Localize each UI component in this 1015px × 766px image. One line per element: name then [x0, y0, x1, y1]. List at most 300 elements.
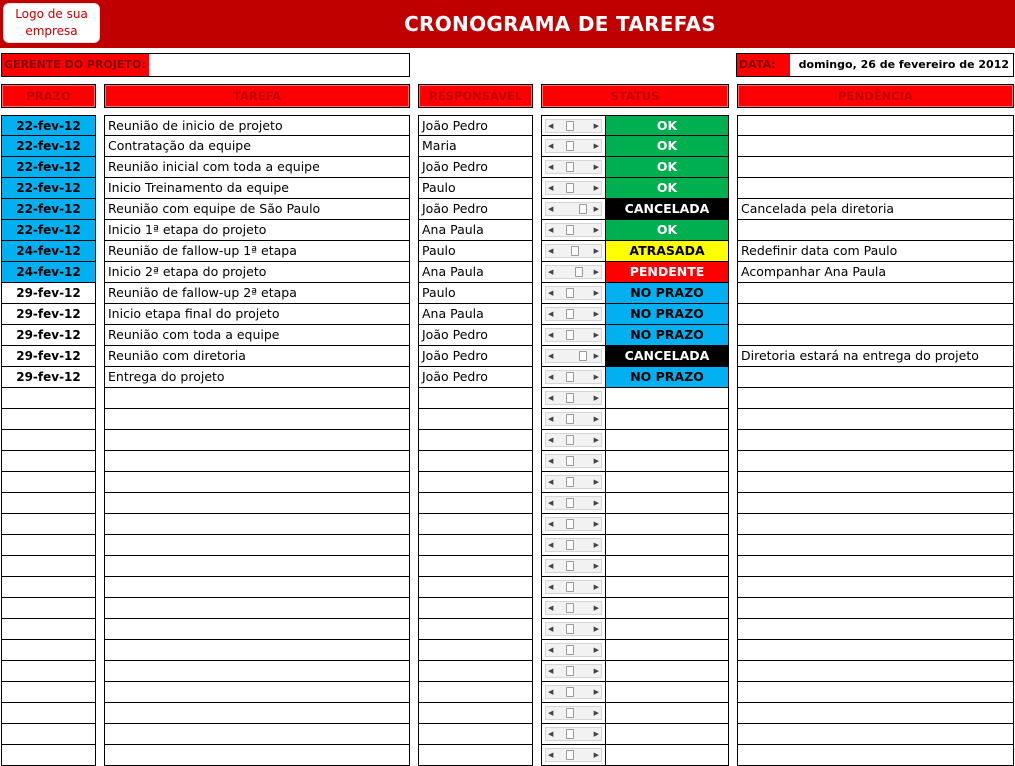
tarefa-cell[interactable] [104, 535, 410, 556]
scroll-right-arrow-icon[interactable]: ▶ [593, 667, 599, 675]
status-scrollbar[interactable] [545, 727, 602, 741]
responsavel-cell[interactable] [418, 409, 533, 430]
status-scrollbar[interactable] [545, 265, 602, 279]
pendencia-cell[interactable] [737, 640, 1014, 661]
scroll-right-arrow-icon[interactable]: ▶ [593, 520, 599, 528]
tarefa-cell[interactable] [104, 430, 410, 451]
status-cell [605, 430, 729, 451]
prazo-cell[interactable] [1, 409, 96, 430]
scroll-thumb[interactable] [566, 687, 574, 697]
scroll-thumb[interactable] [566, 708, 574, 718]
pendencia-cell[interactable] [737, 682, 1014, 703]
status-scrollbar-cell [541, 304, 606, 325]
date-field[interactable] [736, 53, 1014, 77]
status-cell: NO PRAZO [605, 304, 729, 325]
scroll-thumb[interactable] [579, 351, 587, 361]
prazo-cell[interactable] [1, 703, 96, 724]
scroll-left-arrow-icon[interactable]: ◀ [548, 646, 554, 654]
table-row [0, 409, 1015, 430]
tarefa-cell[interactable]: Entrega do projeto [104, 367, 410, 388]
status-scrollbar[interactable] [545, 286, 602, 300]
scroll-thumb[interactable] [566, 645, 574, 655]
scroll-thumb[interactable] [566, 121, 574, 131]
tarefa-cell[interactable]: Reunião de inicio de projeto [104, 115, 410, 136]
responsavel-cell[interactable]: João Pedro [418, 346, 533, 367]
status-scrollbar-cell [541, 115, 606, 136]
date-value[interactable]: domingo, 26 de fevereiro de 2012 [798, 58, 1009, 71]
scroll-right-arrow-icon[interactable]: ▶ [593, 289, 599, 297]
pendencia-cell[interactable]: Cancelada pela diretoria [737, 199, 1014, 220]
scroll-right-arrow-icon[interactable]: ▶ [593, 562, 599, 570]
pendencia-cell[interactable]: Redefinir data com Paulo [737, 241, 1014, 262]
tarefa-cell[interactable] [104, 556, 410, 577]
scroll-right-arrow-icon[interactable]: ▶ [593, 122, 599, 130]
status-scrollbar[interactable] [545, 454, 602, 468]
scroll-left-arrow-icon[interactable]: ◀ [548, 415, 554, 423]
tarefa-cell[interactable]: Reunião de fallow-up 1ª etapa [104, 241, 410, 262]
tarefa-cell[interactable]: Reunião de fallow-up 2ª etapa [104, 283, 410, 304]
pendencia-cell[interactable] [737, 619, 1014, 640]
scroll-left-arrow-icon[interactable]: ◀ [548, 184, 554, 192]
prazo-cell[interactable]: 22-fev-12 [1, 199, 96, 220]
table-row [0, 619, 1015, 640]
prazo-cell[interactable] [1, 745, 96, 766]
scroll-right-arrow-icon[interactable]: ▶ [593, 541, 599, 549]
scroll-right-arrow-icon[interactable]: ▶ [593, 709, 599, 717]
prazo-cell[interactable]: 24-fev-12 [1, 241, 96, 262]
scroll-left-arrow-icon[interactable]: ◀ [548, 373, 554, 381]
status-cell [605, 388, 729, 409]
status-scrollbar[interactable] [545, 160, 602, 174]
tarefa-cell[interactable] [104, 661, 410, 682]
scroll-thumb[interactable] [566, 624, 574, 634]
scroll-right-arrow-icon[interactable]: ▶ [593, 415, 599, 423]
table-row [0, 220, 1015, 241]
scroll-right-arrow-icon[interactable]: ▶ [593, 730, 599, 738]
status-cell: NO PRAZO [605, 367, 729, 388]
status-scrollbar[interactable] [545, 139, 602, 153]
prazo-cell[interactable] [1, 640, 96, 661]
pendencia-cell[interactable] [737, 493, 1014, 514]
scroll-left-arrow-icon[interactable]: ◀ [548, 310, 554, 318]
responsavel-cell[interactable] [418, 451, 533, 472]
scroll-right-arrow-icon[interactable]: ▶ [593, 751, 599, 759]
status-scrollbar-cell [541, 367, 606, 388]
scroll-left-arrow-icon[interactable]: ◀ [548, 122, 554, 130]
responsavel-cell[interactable] [418, 514, 533, 535]
scroll-left-arrow-icon[interactable]: ◀ [548, 163, 554, 171]
scroll-thumb[interactable] [566, 666, 574, 676]
prazo-cell[interactable] [1, 535, 96, 556]
pendencia-cell[interactable] [737, 367, 1014, 388]
responsavel-cell[interactable] [418, 682, 533, 703]
status-scrollbar-cell [541, 703, 606, 724]
prazo-cell[interactable]: 24-fev-12 [1, 262, 96, 283]
prazo-cell[interactable] [1, 451, 96, 472]
tarefa-cell[interactable] [104, 724, 410, 745]
prazo-cell[interactable] [1, 514, 96, 535]
pendencia-cell[interactable] [737, 430, 1014, 451]
pendencia-cell[interactable] [737, 472, 1014, 493]
prazo-cell[interactable] [1, 472, 96, 493]
scroll-right-arrow-icon[interactable]: ▶ [593, 184, 599, 192]
tarefa-cell[interactable] [104, 577, 410, 598]
scroll-thumb[interactable] [566, 225, 574, 235]
responsavel-cell[interactable]: João Pedro [418, 325, 533, 346]
status-scrollbar[interactable] [545, 412, 602, 426]
responsavel-cell[interactable]: Maria [418, 136, 533, 157]
table-row [0, 682, 1015, 703]
scroll-left-arrow-icon[interactable]: ◀ [548, 289, 554, 297]
scroll-right-arrow-icon[interactable]: ▶ [593, 247, 599, 255]
status-cell [605, 514, 729, 535]
status-scrollbar[interactable] [545, 580, 602, 594]
responsavel-cell[interactable]: Paulo [418, 241, 533, 262]
pendencia-cell[interactable] [737, 157, 1014, 178]
prazo-cell[interactable] [1, 577, 96, 598]
status-cell [605, 493, 729, 514]
pendencia-cell[interactable]: Acompanhar Ana Paula [737, 262, 1014, 283]
prazo-cell[interactable] [1, 598, 96, 619]
column-header-responsavel: RESPONSÁVEL [418, 84, 533, 108]
scroll-left-arrow-icon[interactable]: ◀ [548, 688, 554, 696]
scroll-right-arrow-icon[interactable]: ▶ [593, 268, 599, 276]
tarefa-cell[interactable] [104, 619, 410, 640]
status-scrollbar-cell [541, 136, 606, 157]
scroll-left-arrow-icon[interactable]: ◀ [548, 352, 554, 360]
scroll-right-arrow-icon[interactable]: ▶ [593, 163, 599, 171]
responsavel-cell[interactable]: Ana Paula [418, 220, 533, 241]
scroll-thumb[interactable] [566, 498, 574, 508]
scroll-right-arrow-icon[interactable]: ▶ [593, 478, 599, 486]
responsavel-cell[interactable] [418, 745, 533, 766]
pendencia-cell[interactable] [737, 577, 1014, 598]
scroll-right-arrow-icon[interactable]: ▶ [593, 625, 599, 633]
scroll-thumb[interactable] [566, 519, 574, 529]
pendencia-cell[interactable] [737, 661, 1014, 682]
prazo-cell[interactable]: 29-fev-12 [1, 325, 96, 346]
scroll-thumb[interactable] [566, 288, 574, 298]
scroll-left-arrow-icon[interactable]: ◀ [548, 583, 554, 591]
status-scrollbar-cell [541, 346, 606, 367]
scroll-right-arrow-icon[interactable]: ▶ [593, 646, 599, 654]
tarefa-cell[interactable]: Inicio 2ª etapa do projeto [104, 262, 410, 283]
tarefa-cell[interactable]: Reunião com diretoria [104, 346, 410, 367]
scroll-right-arrow-icon[interactable]: ▶ [593, 373, 599, 381]
status-scrollbar-cell [541, 430, 606, 451]
status-scrollbar[interactable] [545, 601, 602, 615]
prazo-cell[interactable] [1, 661, 96, 682]
responsavel-cell[interactable]: João Pedro [418, 199, 533, 220]
tarefa-cell[interactable] [104, 388, 410, 409]
responsavel-cell[interactable] [418, 535, 533, 556]
scroll-thumb[interactable] [566, 561, 574, 571]
status-scrollbar[interactable] [545, 119, 602, 133]
scroll-thumb[interactable] [566, 603, 574, 613]
status-scrollbar[interactable] [545, 391, 602, 405]
table-row [0, 556, 1015, 577]
scroll-left-arrow-icon[interactable]: ◀ [548, 604, 554, 612]
pendencia-cell[interactable] [737, 724, 1014, 745]
status-scrollbar-cell [541, 535, 606, 556]
responsavel-cell[interactable]: João Pedro [418, 115, 533, 136]
pendencia-cell[interactable] [737, 304, 1014, 325]
tarefa-cell[interactable] [104, 451, 410, 472]
tarefa-cell[interactable] [104, 493, 410, 514]
table-row [0, 745, 1015, 766]
pendencia-cell[interactable] [737, 556, 1014, 577]
responsavel-cell[interactable] [418, 472, 533, 493]
pendencia-cell[interactable] [737, 703, 1014, 724]
prazo-cell[interactable]: 29-fev-12 [1, 346, 96, 367]
scroll-thumb[interactable] [566, 183, 574, 193]
responsavel-cell[interactable] [418, 598, 533, 619]
scroll-left-arrow-icon[interactable]: ◀ [548, 520, 554, 528]
scroll-thumb[interactable] [566, 414, 574, 424]
scroll-thumb[interactable] [566, 729, 574, 739]
scroll-right-arrow-icon[interactable]: ▶ [593, 583, 599, 591]
scroll-left-arrow-icon[interactable]: ◀ [548, 268, 554, 276]
scroll-left-arrow-icon[interactable]: ◀ [548, 205, 554, 213]
scroll-left-arrow-icon[interactable]: ◀ [548, 478, 554, 486]
tarefa-cell[interactable]: Contratação da equipe [104, 136, 410, 157]
pendencia-cell[interactable] [737, 514, 1014, 535]
scroll-right-arrow-icon[interactable]: ▶ [593, 457, 599, 465]
status-scrollbar[interactable] [545, 223, 602, 237]
scroll-thumb[interactable] [566, 582, 574, 592]
tarefa-cell[interactable] [104, 745, 410, 766]
pendencia-cell[interactable] [737, 136, 1014, 157]
scroll-thumb[interactable] [575, 267, 583, 277]
scroll-left-arrow-icon[interactable]: ◀ [548, 499, 554, 507]
responsavel-cell[interactable] [418, 556, 533, 577]
pendencia-cell[interactable]: Diretoria estará na entrega do projeto [737, 346, 1014, 367]
pendencia-cell[interactable] [737, 325, 1014, 346]
prazo-cell[interactable] [1, 388, 96, 409]
status-scrollbar-cell [541, 472, 606, 493]
status-scrollbar[interactable] [545, 538, 602, 552]
tarefa-cell[interactable] [104, 598, 410, 619]
scroll-right-arrow-icon[interactable]: ▶ [593, 352, 599, 360]
tarefa-cell[interactable]: Inicio etapa final do projeto [104, 304, 410, 325]
responsavel-cell[interactable]: Ana Paula [418, 304, 533, 325]
status-cell: OK [605, 178, 729, 199]
scroll-thumb[interactable] [566, 309, 574, 319]
title-bar [0, 0, 1015, 48]
scroll-left-arrow-icon[interactable]: ◀ [548, 457, 554, 465]
responsavel-cell[interactable]: Paulo [418, 283, 533, 304]
prazo-cell[interactable]: 22-fev-12 [1, 136, 96, 157]
scroll-left-arrow-icon[interactable]: ◀ [548, 226, 554, 234]
responsavel-cell[interactable]: João Pedro [418, 367, 533, 388]
scroll-thumb[interactable] [566, 477, 574, 487]
scroll-left-arrow-icon[interactable]: ◀ [548, 625, 554, 633]
prazo-cell[interactable]: 29-fev-12 [1, 367, 96, 388]
status-cell [605, 535, 729, 556]
scroll-thumb[interactable] [566, 372, 574, 382]
tarefa-cell[interactable] [104, 472, 410, 493]
status-scrollbar[interactable] [545, 181, 602, 195]
scroll-right-arrow-icon[interactable]: ▶ [593, 226, 599, 234]
status-scrollbar[interactable] [545, 433, 602, 447]
scroll-thumb[interactable] [566, 330, 574, 340]
status-scrollbar-cell [541, 745, 606, 766]
prazo-cell[interactable] [1, 556, 96, 577]
status-scrollbar[interactable] [545, 517, 602, 531]
responsavel-cell[interactable] [418, 619, 533, 640]
tarefa-cell[interactable]: Reunião inicial com toda a equipe [104, 157, 410, 178]
table-row [0, 304, 1015, 325]
prazo-cell[interactable]: 22-fev-12 [1, 157, 96, 178]
logo-text-line2: empresa [25, 24, 78, 38]
scroll-right-arrow-icon[interactable]: ▶ [593, 604, 599, 612]
pendencia-cell[interactable] [737, 115, 1014, 136]
responsavel-cell[interactable] [418, 430, 533, 451]
scroll-left-arrow-icon[interactable]: ◀ [548, 751, 554, 759]
responsavel-cell[interactable] [418, 388, 533, 409]
scroll-left-arrow-icon[interactable]: ◀ [548, 562, 554, 570]
tarefa-cell[interactable] [104, 409, 410, 430]
scroll-right-arrow-icon[interactable]: ▶ [593, 394, 599, 402]
status-scrollbar[interactable] [545, 685, 602, 699]
scroll-right-arrow-icon[interactable]: ▶ [593, 499, 599, 507]
status-scrollbar[interactable] [545, 349, 602, 363]
status-cell: PENDENTE [605, 262, 729, 283]
scroll-thumb[interactable] [571, 246, 579, 256]
table-row [0, 367, 1015, 388]
scroll-right-arrow-icon[interactable]: ▶ [593, 142, 599, 150]
scroll-right-arrow-icon[interactable]: ▶ [593, 688, 599, 696]
status-scrollbar-cell [541, 409, 606, 430]
prazo-cell[interactable]: 29-fev-12 [1, 283, 96, 304]
prazo-cell[interactable] [1, 493, 96, 514]
table-row [0, 514, 1015, 535]
status-scrollbar-cell [541, 451, 606, 472]
tarefa-cell[interactable] [104, 514, 410, 535]
prazo-cell[interactable]: 22-fev-12 [1, 178, 96, 199]
scroll-left-arrow-icon[interactable]: ◀ [548, 541, 554, 549]
responsavel-cell[interactable]: Ana Paula [418, 262, 533, 283]
scroll-left-arrow-icon[interactable]: ◀ [548, 142, 554, 150]
scroll-thumb[interactable] [566, 141, 574, 151]
table-row [0, 283, 1015, 304]
prazo-cell[interactable]: 22-fev-12 [1, 220, 96, 241]
status-scrollbar[interactable] [545, 307, 602, 321]
status-scrollbar[interactable] [545, 622, 602, 636]
pendencia-cell[interactable] [737, 745, 1014, 766]
pendencia-cell[interactable] [737, 598, 1014, 619]
tarefa-cell[interactable] [104, 703, 410, 724]
status-scrollbar-cell [541, 388, 606, 409]
status-cell: NO PRAZO [605, 283, 729, 304]
responsavel-cell[interactable] [418, 577, 533, 598]
status-cell [605, 472, 729, 493]
status-cell: NO PRAZO [605, 325, 729, 346]
status-cell: CANCELADA [605, 199, 729, 220]
scroll-left-arrow-icon[interactable]: ◀ [548, 247, 554, 255]
responsavel-cell[interactable] [418, 724, 533, 745]
prazo-cell[interactable] [1, 619, 96, 640]
table-row [0, 157, 1015, 178]
status-scrollbar[interactable] [545, 643, 602, 657]
responsavel-cell[interactable] [418, 703, 533, 724]
scroll-thumb[interactable] [579, 204, 587, 214]
scroll-left-arrow-icon[interactable]: ◀ [548, 436, 554, 444]
prazo-cell[interactable] [1, 682, 96, 703]
status-scrollbar[interactable] [545, 559, 602, 573]
prazo-cell[interactable] [1, 430, 96, 451]
status-scrollbar[interactable] [545, 370, 602, 384]
table-row [0, 703, 1015, 724]
tarefa-cell[interactable]: Inicio Treinamento da equipe [104, 178, 410, 199]
scroll-right-arrow-icon[interactable]: ▶ [593, 310, 599, 318]
responsavel-cell[interactable]: João Pedro [418, 157, 533, 178]
tarefa-cell[interactable] [104, 682, 410, 703]
scroll-right-arrow-icon[interactable]: ▶ [593, 436, 599, 444]
tarefa-cell[interactable]: Inicio 1ª etapa do projeto [104, 220, 410, 241]
tarefa-cell[interactable] [104, 640, 410, 661]
scroll-thumb[interactable] [566, 540, 574, 550]
scroll-thumb[interactable] [566, 750, 574, 760]
scroll-right-arrow-icon[interactable]: ▶ [593, 205, 599, 213]
pendencia-cell[interactable] [737, 178, 1014, 199]
scroll-left-arrow-icon[interactable]: ◀ [548, 709, 554, 717]
date-label: DATA: [737, 54, 790, 76]
scroll-left-arrow-icon[interactable]: ◀ [548, 730, 554, 738]
scroll-thumb[interactable] [566, 435, 574, 445]
pendencia-cell[interactable] [737, 451, 1014, 472]
pendencia-cell[interactable] [737, 220, 1014, 241]
pendencia-cell[interactable] [737, 535, 1014, 556]
prazo-cell[interactable] [1, 724, 96, 745]
status-scrollbar[interactable] [545, 475, 602, 489]
scroll-thumb[interactable] [566, 393, 574, 403]
responsavel-cell[interactable] [418, 661, 533, 682]
scroll-thumb[interactable] [566, 456, 574, 466]
pendencia-cell[interactable] [737, 283, 1014, 304]
prazo-cell[interactable]: 29-fev-12 [1, 304, 96, 325]
scroll-left-arrow-icon[interactable]: ◀ [548, 331, 554, 339]
status-scrollbar-cell [541, 598, 606, 619]
table-row [0, 472, 1015, 493]
status-scrollbar[interactable] [545, 328, 602, 342]
status-scrollbar[interactable] [545, 664, 602, 678]
status-scrollbar[interactable] [545, 244, 602, 258]
responsavel-cell[interactable] [418, 640, 533, 661]
responsavel-cell[interactable] [418, 493, 533, 514]
scroll-right-arrow-icon[interactable]: ▶ [593, 331, 599, 339]
column-header-pendencia: PENDÊNCIA [737, 84, 1014, 108]
scroll-left-arrow-icon[interactable]: ◀ [548, 394, 554, 402]
status-scrollbar[interactable] [545, 706, 602, 720]
table-row [0, 325, 1015, 346]
status-scrollbar[interactable] [545, 496, 602, 510]
status-cell [605, 661, 729, 682]
status-cell [605, 556, 729, 577]
status-scrollbar[interactable] [545, 748, 602, 762]
scroll-thumb[interactable] [566, 162, 574, 172]
status-scrollbar[interactable] [545, 202, 602, 216]
responsavel-cell[interactable]: Paulo [418, 178, 533, 199]
prazo-cell[interactable]: 22-fev-12 [1, 115, 96, 136]
pendencia-cell[interactable] [737, 409, 1014, 430]
project-manager-field[interactable] [1, 53, 410, 77]
tarefa-cell[interactable]: Reunião com equipe de São Paulo [104, 199, 410, 220]
tarefa-cell[interactable]: Reunião com toda a equipe [104, 325, 410, 346]
scroll-left-arrow-icon[interactable]: ◀ [548, 667, 554, 675]
pendencia-cell[interactable] [737, 388, 1014, 409]
status-scrollbar-cell [541, 220, 606, 241]
